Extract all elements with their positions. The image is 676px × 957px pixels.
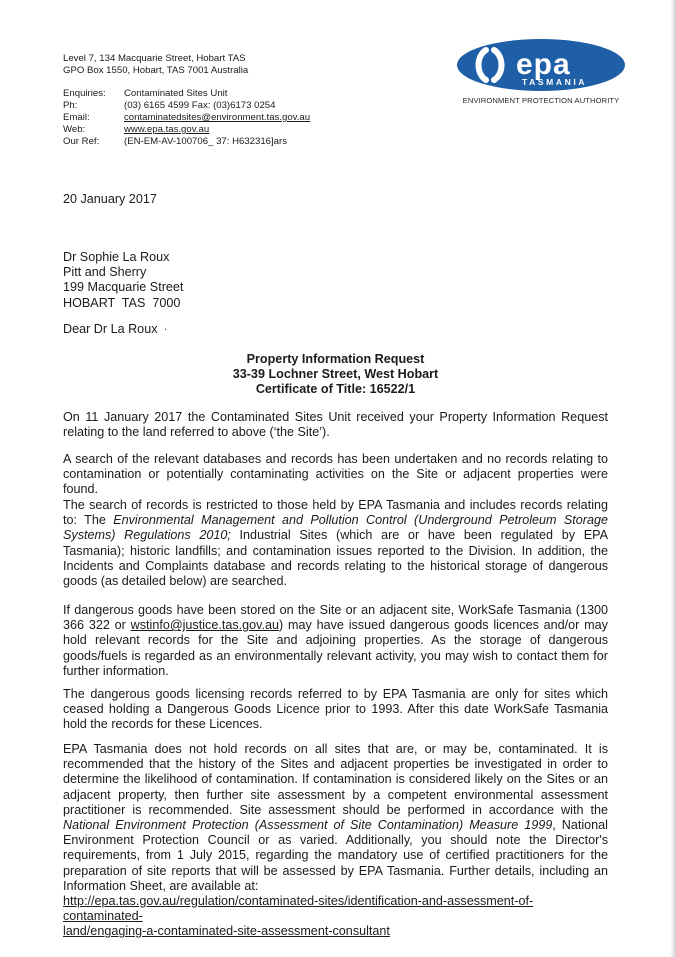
contact-label: Web: [63,124,86,135]
url-line: http://epa.tas.gov.au/regulation/contaminated-sites/identification-and-assessment-of-contaminated- [63,894,534,924]
paragraph-search-scope [63,498,608,589]
measure-title: National Environment Protection (Assessment of Site Contamination) Measure 1999 [63,818,553,833]
contact-row [63,112,310,124]
contact-label: Enquiries: [63,88,106,99]
salutation-text: Dear Dr La Roux [63,322,158,336]
logo-wordmark: epa [516,48,571,81]
contact-label: Ph: [63,100,78,111]
paragraph-text: EPA Tasmania does not hold records on all sites that are, or may be, contaminated. It is recommended that the history of the Sites and adjacent properties be investigated in order to determine the likelihood of contamination. If contamination is considered likely on the Sites or an adjacent property, then further site assessment by a competent environmental assessment practitioner is recommended. Site assessment should be performed in accordance with the [63,742,608,817]
recipient-line: 199 Macquarie Street [63,280,184,295]
epa-logo [456,38,626,108]
address-line: GPO Box 1550, Hobart, TAS 7001 Australia [63,65,249,76]
address-line: Level 7, 134 Macquarie Street, Hobart TAS [63,53,246,64]
contact-value: Contaminated Sites Unit [124,88,228,99]
recipient-address [63,250,183,311]
paragraph-text: , National Environment Protection Council or as varied. Additionally, you should note the Director's requirements, from 1 July 2015, regarding the mandatory use of certified practitioners for the preparation of site reports that will be assessed by EPA Tasmania. Further details, including an Information Sheet, are available at: [63,818,608,893]
paragraph-text: Industrial Sites (which are or have been regulated by EPA Tasmania); historic landfills; and contamination issues reported to the Division. In addition, the Incidents and Complaints database and records relating to the historical storage of dangerous goods (as detailed below) are searched. [63,528,608,589]
paragraph-licensing: The dangerous goods licensing records referred to by EPA Tasmania are only for sites which ceased holding a Dangerous Goods Licence prior to 1993. After this date WorkSafe Tasmania hold the records for these Licences. [63,687,608,732]
worksafe-email-link[interactable]: wstinfo@justice.tas.gov.au [130,618,279,633]
paragraph-worksafe [63,603,608,679]
paragraph-text: The search of records is restricted to those held by EPA Tasmania and includes records relating to: The [63,498,608,528]
email-link[interactable]: contaminatedsites@environment.tas.gov.au [124,112,311,123]
url-line: land/engaging-a-contaminated-site-assessment-consultant [63,924,390,939]
contact-row [63,100,310,112]
subject-line: Certificate of Title: 16522/1 [255,382,416,397]
page-edge-shadow [670,0,676,957]
contact-row [63,88,310,100]
subject-line: Property Information Request [246,352,425,366]
contact-value: (EN-EM-AV-100706_ 37: H632316]ars [124,136,288,147]
recipient-line: Pitt and Sherry [63,265,147,280]
salutation [63,322,168,337]
info-sheet-link[interactable] [63,894,608,940]
logo-tagline: ENVIRONMENT PROTECTION AUTHORITY [462,96,620,105]
subject-line: 33-39 Lochner Street, West Hobart [232,367,439,382]
contact-row [63,136,310,148]
regulation-title: Environmental Management and Pollution Control (Underground Petroleum Storage Systems) Regulations 2010; [63,513,608,543]
stray-mark: · [163,322,168,336]
contact-label: Our Ref: [63,136,100,147]
paragraph-receipt: On 11 January 2017 the Contaminated Sites Unit received your Property Information Request relating to the land referred to above (‘the Site’). [63,410,608,440]
letterhead-address [63,53,248,77]
paragraph-search-result: A search of the relevant databases and records has been undertaken and no records relating to contamination or potentially contaminating activities on the Site or adjacent properties were found. [63,452,608,497]
recipient-line: HOBART TAS 7000 [63,295,181,310]
contact-row [63,124,310,136]
epa-logo-icon [456,38,626,94]
logo-subtitle: TASMANIA [522,77,588,87]
website-link[interactable]: www.epa.tas.gov.au [124,124,210,135]
recipient-line: Dr Sophie La Roux [63,250,170,264]
paragraph-text: ) may have issued dangerous goods licences and/or may hold relevant records for the Site and adjoining properties. As the storage of dangerous goods/fuels is regarded as an environmentally relevant activity, you may wish to contact them for further information. [63,618,608,678]
contact-label: Email: [63,112,90,123]
letter-date: 20 January 2017 [63,192,157,206]
contact-value: (03) 6165 4599 Fax: (03)6173 0254 [124,100,276,111]
contact-details [63,88,310,148]
paragraph-recommendation [63,742,608,940]
paragraph-text: If dangerous goods have been stored on the Site or an adjacent site, WorkSafe Tasmania (1300 366 322 or [63,603,608,633]
subject-heading [63,352,608,398]
